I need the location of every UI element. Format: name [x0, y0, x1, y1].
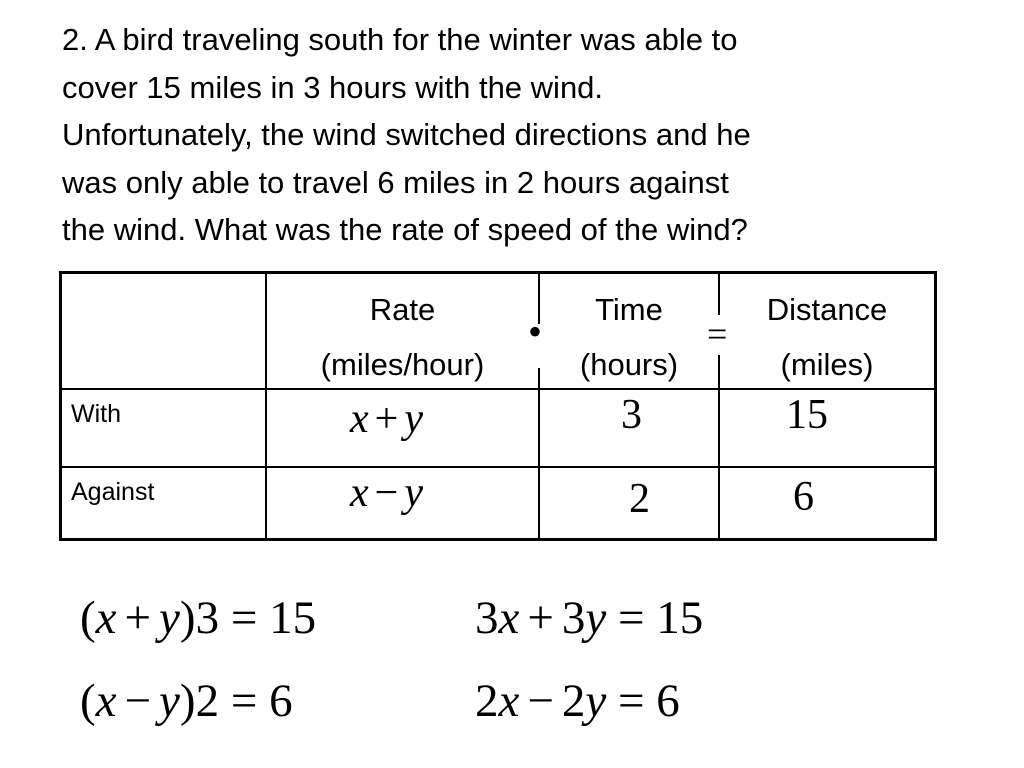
- var-x: x: [350, 396, 369, 442]
- var-x: x: [498, 675, 520, 727]
- eq-rest: = 15: [606, 592, 704, 644]
- eq-paren: (: [80, 592, 96, 644]
- problem-line: cover 15 miles in 3 hours with the wind.: [62, 69, 604, 105]
- eq-op: +: [527, 592, 554, 644]
- problem-line: 2. A bird traveling south for the winter was able to: [62, 22, 738, 57]
- equation-against-expanded: [475, 675, 680, 727]
- var-y: y: [159, 592, 180, 644]
- header-distance: [720, 282, 934, 392]
- eq-op: −: [124, 675, 152, 727]
- var-y: y: [585, 592, 607, 644]
- var-y: y: [404, 396, 423, 442]
- header-rate-title: Rate: [369, 292, 436, 327]
- var-y: y: [585, 675, 607, 727]
- multiply-operator: •: [528, 309, 543, 354]
- rate-with: [350, 394, 423, 443]
- equals-operator: =: [707, 314, 728, 354]
- eq-rest: )2 = 6: [179, 675, 293, 727]
- header-time-title: Time: [595, 292, 663, 327]
- eq-rest: )3 = 15: [179, 592, 317, 644]
- time-against: 2: [629, 476, 650, 522]
- var-y: y: [159, 675, 180, 727]
- var-y: y: [404, 470, 423, 516]
- row-label-with: With: [71, 400, 121, 428]
- plus-sign: +: [374, 396, 399, 442]
- header-time: [540, 282, 718, 392]
- var-x: x: [95, 675, 117, 727]
- header-rate-unit: (miles/hour): [320, 347, 485, 382]
- equation-with-expanded: [475, 592, 703, 644]
- table-divider: [62, 466, 934, 468]
- header-distance-title: Distance: [766, 292, 888, 327]
- eq-coef: 2: [561, 675, 586, 727]
- minus-sign: −: [374, 470, 399, 516]
- eq-paren: (: [80, 675, 96, 727]
- eq-op: −: [527, 675, 554, 727]
- problem-line: Unfortunately, the wind switched directions and he: [62, 117, 751, 152]
- problem-line: was only able to travel 6 miles in 2 hours against: [62, 164, 729, 200]
- eq-coef: 3: [475, 592, 499, 644]
- header-distance-unit: (miles): [780, 347, 874, 382]
- eq-rest: = 6: [606, 675, 680, 727]
- rate-against: [350, 468, 423, 517]
- problem-line: the wind. What was the rate of speed of the wind?: [62, 212, 748, 247]
- var-x: x: [498, 592, 520, 644]
- distance-against: 6: [793, 474, 814, 520]
- distance-with: 15: [786, 392, 828, 438]
- var-x: x: [350, 470, 369, 516]
- time-with: 3: [621, 392, 642, 438]
- equation-against-factored: [80, 675, 293, 727]
- var-x: x: [95, 592, 117, 644]
- rate-time-distance-table: [59, 271, 937, 541]
- row-label-against: Against: [71, 478, 155, 506]
- header-rate: [267, 282, 538, 392]
- eq-op: +: [124, 592, 152, 644]
- header-time-unit: (hours): [579, 347, 679, 382]
- eq-coef: 3: [561, 592, 586, 644]
- eq-coef: 2: [475, 675, 499, 727]
- equation-with-factored: [80, 592, 316, 644]
- problem-statement: [62, 16, 982, 254]
